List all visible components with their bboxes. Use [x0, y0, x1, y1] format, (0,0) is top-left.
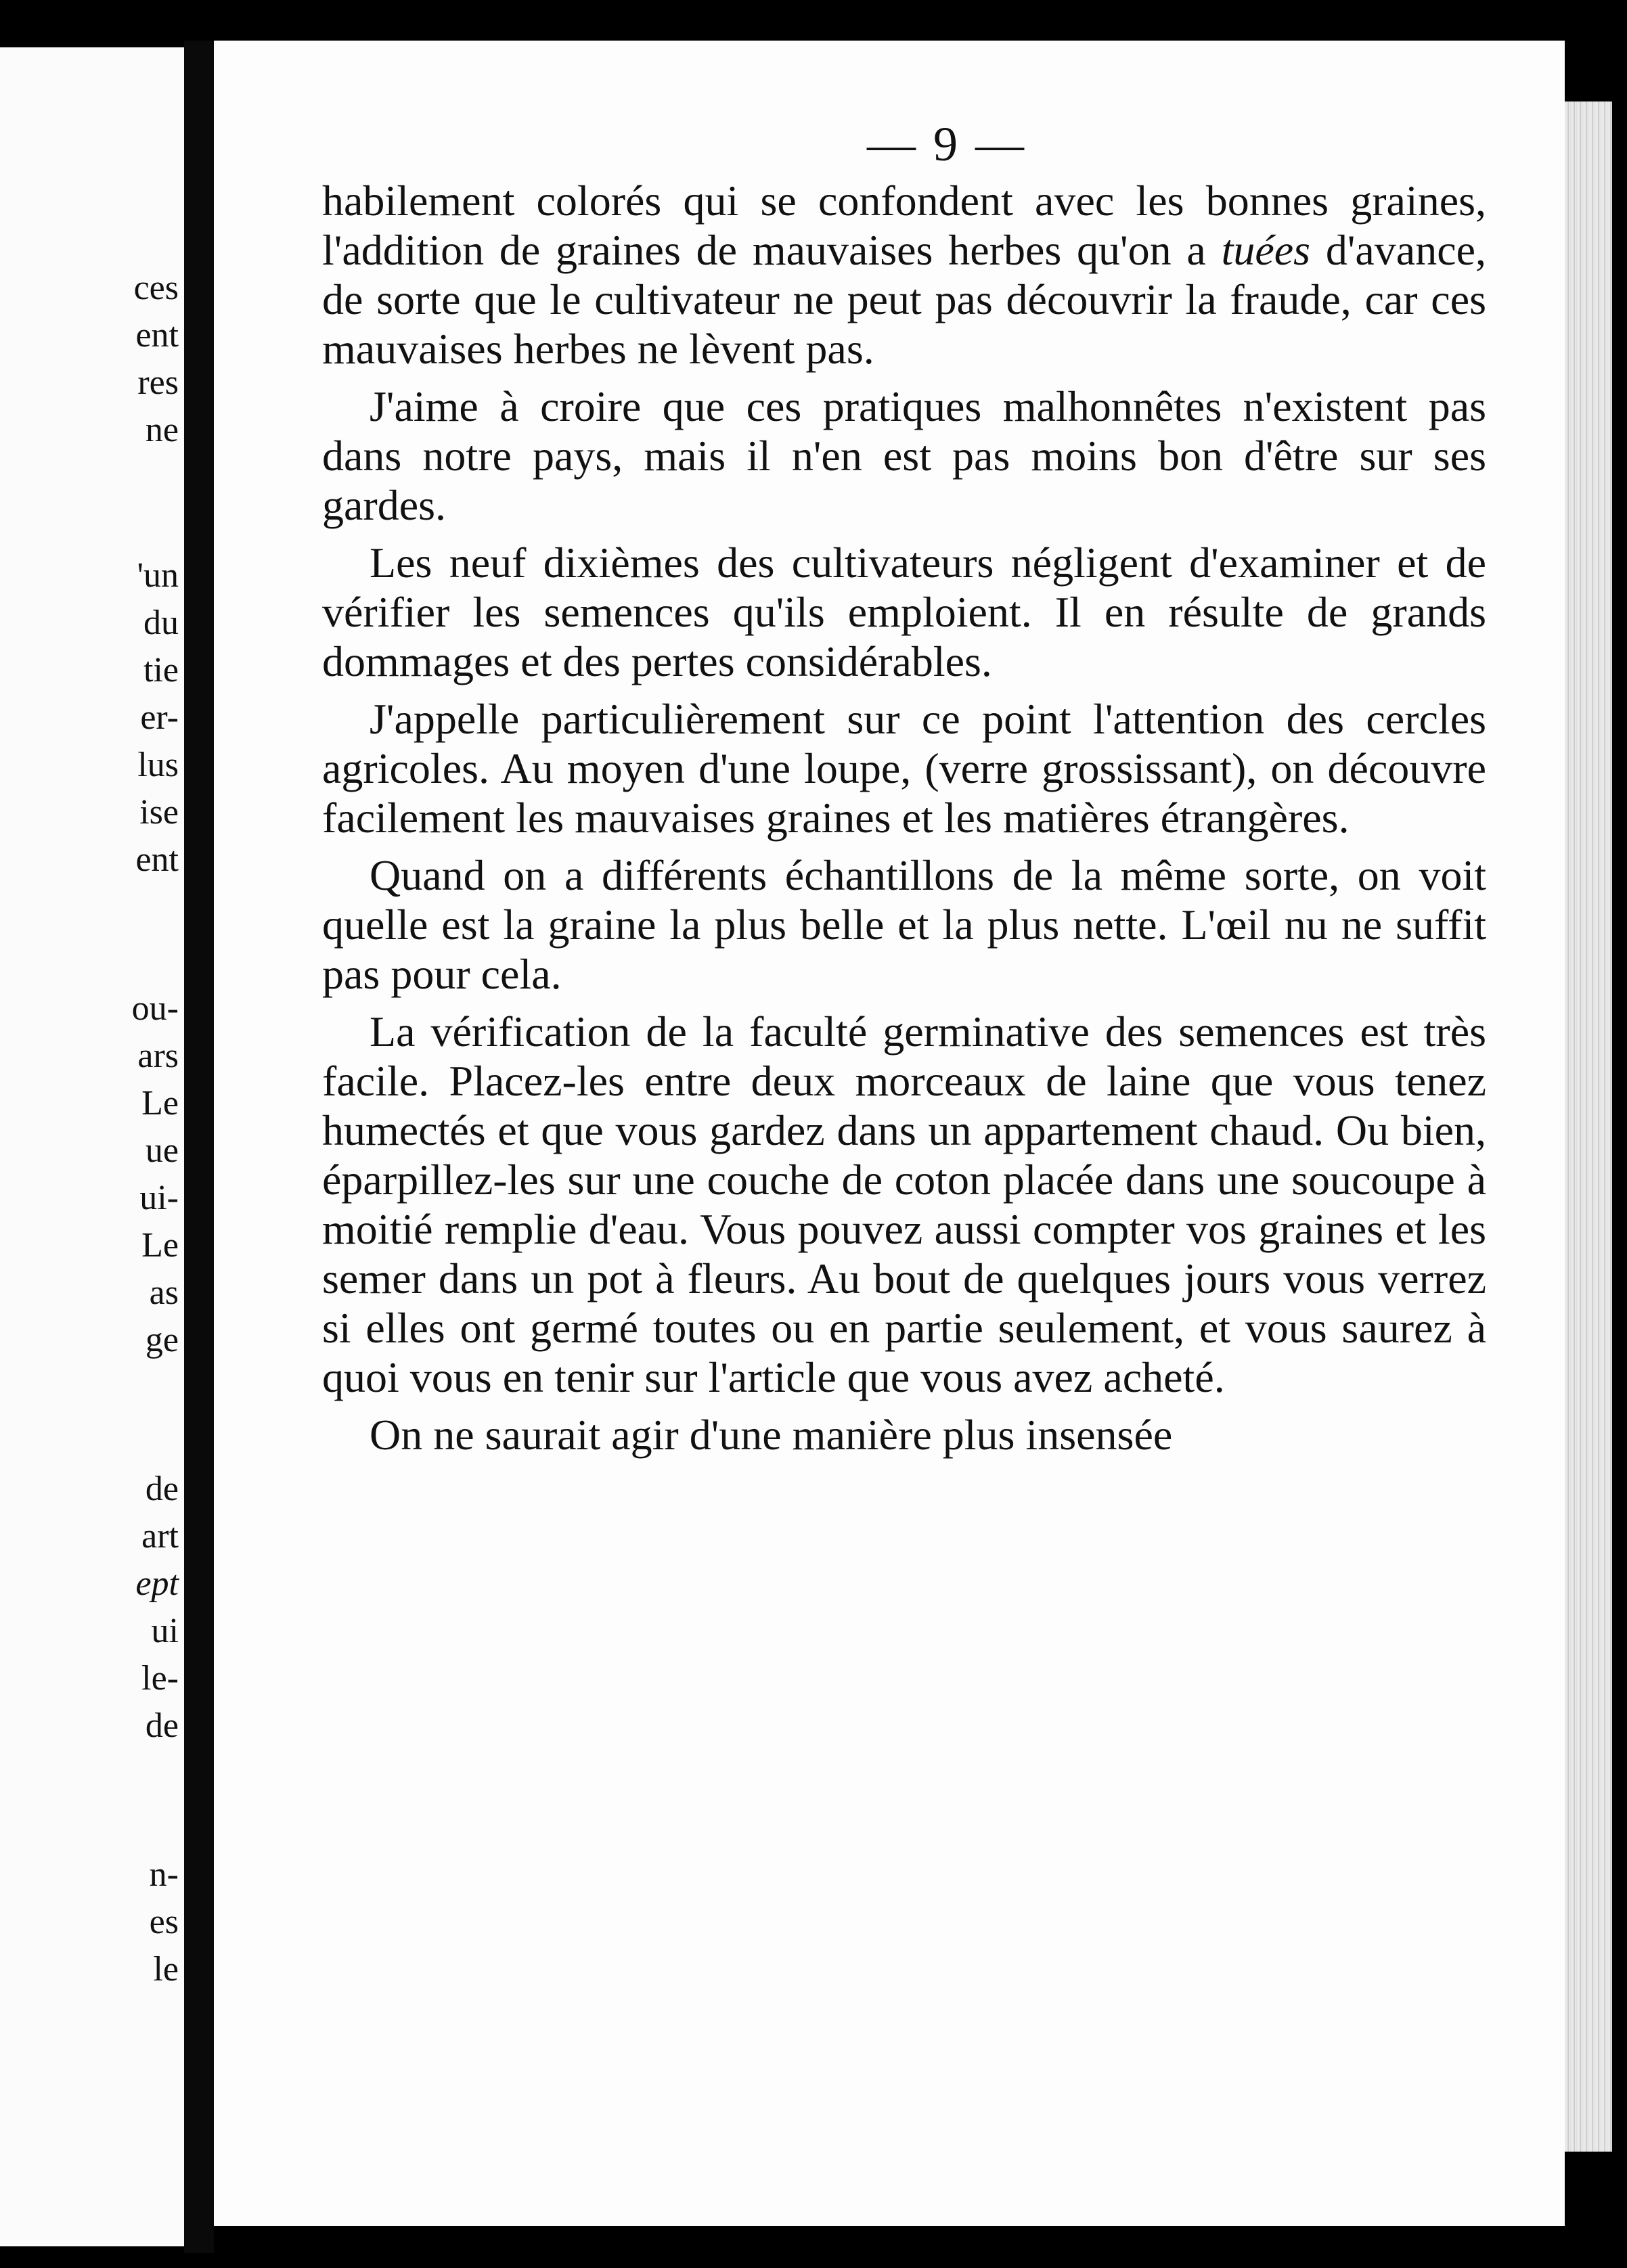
paragraph-text: J'appelle particulièrement sur ce point l'attention des cercles agricoles. Au moyen d'une loupe, (verre grossissant), on découvre facilement les mauvaises graines et les matières étrangères. [322, 695, 1486, 842]
left-page-fragment: as [149, 1273, 179, 1312]
left-page-fragment: ars [137, 1037, 179, 1075]
left-page-fragment: ne [145, 411, 179, 449]
left-page-fragment: ou- [131, 989, 179, 1028]
paragraph [322, 382, 1486, 530]
paragraph [322, 694, 1486, 842]
left-page-fragment: art [141, 1517, 179, 1556]
left-page-fragment: de [145, 1470, 179, 1508]
left-page-fragment: ces [133, 269, 179, 307]
left-page-fragment: 'un [137, 556, 179, 595]
left-page-fragment: le [153, 1950, 179, 1989]
book-gutter [184, 41, 214, 2253]
left-page-fragment: Le [141, 1084, 179, 1122]
left-page-fragment: ge [145, 1321, 179, 1359]
left-page-fragment: er- [140, 698, 179, 737]
paragraph [322, 1007, 1486, 1402]
left-page-fragment: ue [145, 1131, 179, 1170]
page-body [322, 176, 1486, 1468]
left-page-fragment: Le [141, 1226, 179, 1265]
paragraph-text: La vérification de la faculté germinative des semences est très facile. Placez-les entre deux morceaux de laine que vous tenez humectés et que vous gardez dans un appartement chaud. Ou bien, éparpillez-les sur une couche de coton placée dans une soucoupe à moitié remplie d'eau. Vous pouvez aussi compter vos graines et les semer dans un pot à fleurs. Au bout de quelques jours vous verrez si elles ont germé toutes ou en partie seulement, et vous saurez à quoi vous en tenir sur l'article que vous avez acheté. [322, 1007, 1486, 1401]
left-page-fragment: res [137, 363, 179, 402]
left-page-fragment: ent [135, 840, 179, 879]
left-page-fragment: ui [151, 1612, 179, 1650]
paragraph-text: Quand on a différents échantillons de la même sorte, on voit quelle est la graine la plus belle et la plus nette. L'œil nu ne suffit pas pour cela. [322, 851, 1486, 998]
left-page-fragment: de [145, 1706, 179, 1745]
paragraph [322, 1410, 1486, 1459]
paragraph [322, 538, 1486, 686]
left-page-fragment: lus [137, 746, 179, 784]
left-page-fragment: tie [143, 651, 179, 689]
facing-page-left [0, 47, 184, 2246]
left-page-fragment: ui- [139, 1179, 179, 1217]
left-page-fragment: ept [135, 1564, 179, 1603]
paragraph-text: J'aime à croire que ces pratiques malhonnêtes n'existent pas dans notre pays, mais il n'en est pas moins bon d'être sur ses gardes. [322, 382, 1486, 529]
left-page-fragment: es [149, 1903, 179, 1941]
book-page [214, 41, 1565, 2226]
page-number: — 9 — [867, 117, 1027, 171]
left-page-fragment: n- [149, 1855, 179, 1894]
left-page-fragment: ent [135, 316, 179, 355]
paragraph [322, 176, 1486, 373]
paragraph-text-continued: d'avance, de sorte que le cultivateur ne peut pas découvrir la fraude, car ces mauvaises herbes ne lèvent pas. [322, 226, 1487, 373]
left-page-fragment: du [143, 604, 179, 642]
emphasized-word: tuées [1221, 226, 1311, 274]
left-page-fragment: le- [141, 1659, 179, 1698]
paragraph-text: On ne saurait agir d'une manière plus insensée [370, 1411, 1173, 1459]
paragraph [322, 850, 1486, 999]
page-edges [1565, 101, 1612, 2152]
paragraph-text: habilement colorés qui se confondent avec les bonnes graines, l'addition de graines de mauvaises herbes qu'on a [322, 177, 1486, 274]
paragraph-text: Les neuf dixièmes des cultivateurs négligent d'examiner et de vérifier les semences qu'ils emploient. Il en résulte de grands dommages et des pertes considérables. [322, 539, 1486, 685]
left-page-fragment: ise [139, 793, 179, 832]
